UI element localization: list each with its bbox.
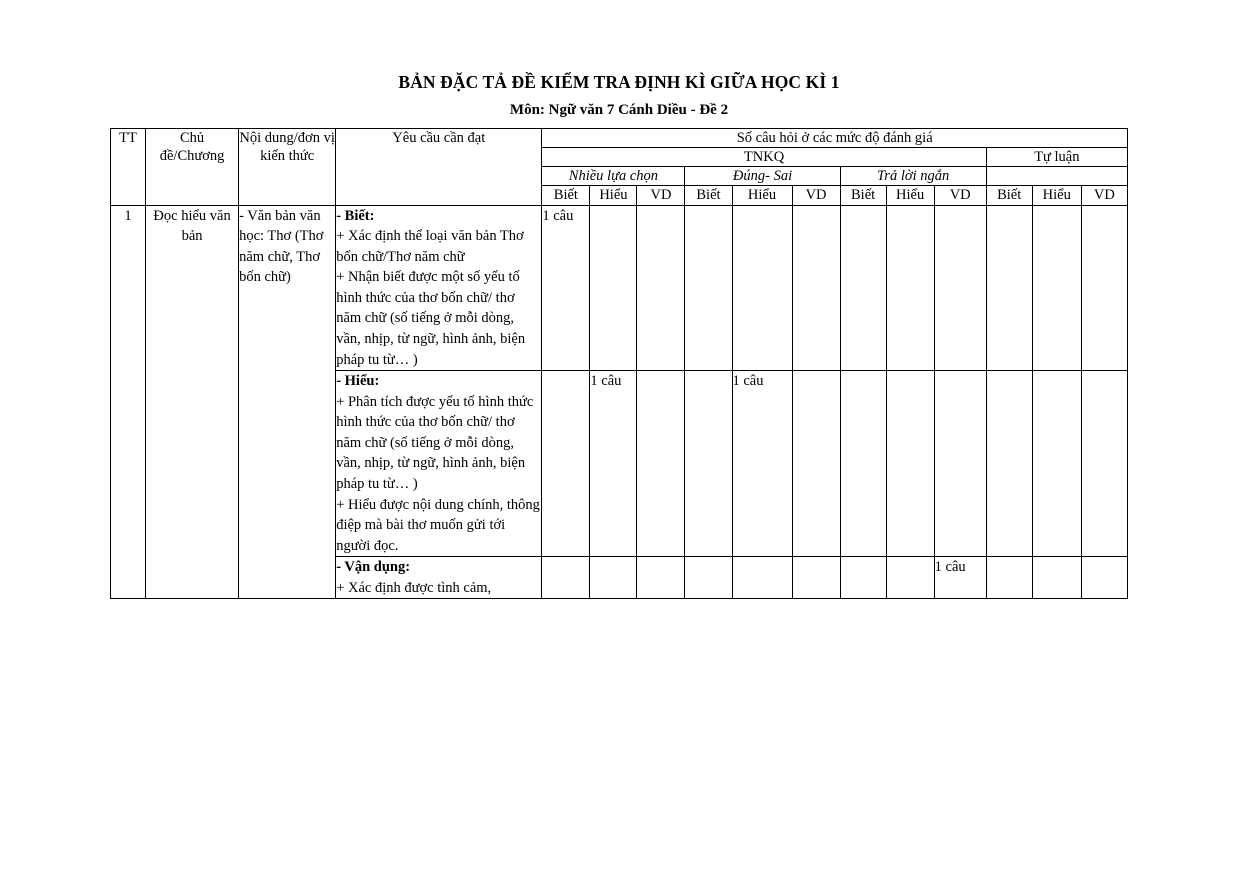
requirement-line: + Xác định thể loại văn bản Thơ bốn chữ/Thơ năm chữ	[336, 228, 524, 265]
cell-tl-biet	[986, 557, 1032, 599]
th-so-cau-hoi: Số câu hỏi ở các mức độ đánh giá	[542, 129, 1128, 148]
cell-tln-hieu	[886, 205, 934, 371]
cell-mc-biet: 1 câu	[542, 205, 590, 371]
cell-tln-vd	[934, 371, 986, 557]
cell-tt: 1	[111, 205, 146, 599]
cell-mc-vd	[637, 371, 685, 557]
th-nhieu-lua-chon: Nhiều lựa chọn	[542, 167, 685, 186]
cell-ds-vd	[792, 557, 840, 599]
cell-tln-vd: 1 câu	[934, 557, 986, 599]
th-mc-biet: Biết	[542, 186, 590, 205]
table-row	[111, 205, 1128, 371]
cell-ds-hieu	[732, 557, 792, 599]
cell-mc-hieu	[590, 557, 637, 599]
cell-mc-hieu: 1 câu	[590, 371, 637, 557]
th-mc-vd: VD	[637, 186, 685, 205]
cell-ds-biet	[685, 205, 732, 371]
requirement-line: + Phân tích được yếu tố hình thức hình thức của thơ bốn chữ/ thơ năm chữ (số tiếng ở mỗi dòng, vần, nhịp, từ ngữ, hình ảnh, biện pháp tu từ… )	[336, 393, 534, 493]
th-mc-hieu: Hiểu	[590, 186, 637, 205]
th-dung-sai: Đúng- Sai	[685, 167, 840, 186]
cell-tln-biet	[840, 557, 886, 599]
th-tu-luan-spacer	[986, 167, 1127, 186]
header-row-1	[111, 129, 1128, 148]
th-yeu-cau: Yêu cầu cần đạt	[336, 129, 542, 206]
specification-table	[110, 128, 1128, 599]
title-block	[110, 72, 1128, 120]
cell-ds-hieu	[732, 205, 792, 371]
requirement-label: - Biết:	[336, 207, 375, 224]
cell-ds-vd	[792, 205, 840, 371]
table-body	[111, 205, 1128, 599]
th-tnkq: TNKQ	[542, 148, 986, 167]
th-tu-luan: Tự luận	[986, 148, 1127, 167]
cell-tl-biet	[986, 371, 1032, 557]
requirement-label: - Vận dụng:	[336, 559, 411, 576]
page-title: BẢN ĐẶC TẢ ĐỀ KIỂM TRA ĐỊNH KÌ GIỮA HỌC KÌ 1	[398, 72, 840, 92]
cell-tln-vd	[934, 205, 986, 371]
requirement-line: + Nhận biết được một số yếu tố hình thức của thơ bốn chữ/ thơ năm chữ (số tiếng ở mỗi dòng, vần, nhịp, từ ngữ, hình ảnh, biện pháp tu từ… )	[336, 269, 526, 368]
cell-tl-vd	[1081, 205, 1127, 371]
requirement-line: + Hiểu được nội dung chính, thông điệp mà bài thơ muốn gửi tới người đọc.	[336, 496, 540, 554]
cell-tln-hieu	[886, 371, 934, 557]
cell-ds-biet	[685, 371, 732, 557]
th-ds-vd: VD	[792, 186, 840, 205]
cell-chu-de: Đọc hiểu văn bản	[146, 205, 239, 599]
th-ds-hieu: Hiểu	[732, 186, 792, 205]
cell-ds-biet	[685, 557, 732, 599]
cell-tln-biet	[840, 205, 886, 371]
cell-tln-hieu	[886, 557, 934, 599]
cell-ds-hieu: 1 câu	[732, 371, 792, 557]
requirement-line: + Xác định được tình cảm,	[336, 579, 492, 596]
cell-yeu-cau	[336, 371, 542, 557]
table-header	[111, 129, 1128, 206]
cell-tl-vd	[1081, 371, 1127, 557]
th-tl-biet: Biết	[986, 186, 1032, 205]
spec-table-container	[110, 128, 1128, 767]
th-tra-loi-ngan: Trả lời ngắn	[840, 167, 986, 186]
th-tln-hieu: Hiểu	[886, 186, 934, 205]
cell-mc-biet	[542, 557, 590, 599]
cell-mc-hieu	[590, 205, 637, 371]
th-tt: TT	[111, 129, 146, 206]
th-noi-dung: Nội dung/đơn vị kiến thức	[239, 129, 336, 206]
th-ds-biet: Biết	[685, 186, 732, 205]
th-tln-biet: Biết	[840, 186, 886, 205]
cell-tl-biet	[986, 205, 1032, 371]
cell-tln-biet	[840, 371, 886, 557]
th-tl-vd: VD	[1081, 186, 1127, 205]
cell-ds-vd	[792, 371, 840, 557]
cell-mc-biet	[542, 371, 590, 557]
cell-mc-vd	[637, 205, 685, 371]
cell-yeu-cau	[336, 557, 542, 599]
cell-yeu-cau	[336, 205, 542, 371]
th-tln-vd: VD	[934, 186, 986, 205]
cell-mc-vd	[637, 557, 685, 599]
cell-tl-hieu	[1032, 557, 1081, 599]
page-subtitle: Môn: Ngữ văn 7 Cánh Diều - Đề 2	[509, 101, 729, 118]
cell-tl-hieu	[1032, 205, 1081, 371]
th-chu-de: Chủ đề/Chương	[146, 129, 239, 206]
requirement-label: - Hiểu:	[336, 373, 380, 390]
cell-tl-vd	[1081, 557, 1127, 599]
cell-tl-hieu	[1032, 371, 1081, 557]
th-tl-hieu: Hiểu	[1032, 186, 1081, 205]
cell-noi-dung: - Văn bản văn học: Thơ (Thơ năm chữ, Thơ bốn chữ)	[239, 205, 336, 599]
